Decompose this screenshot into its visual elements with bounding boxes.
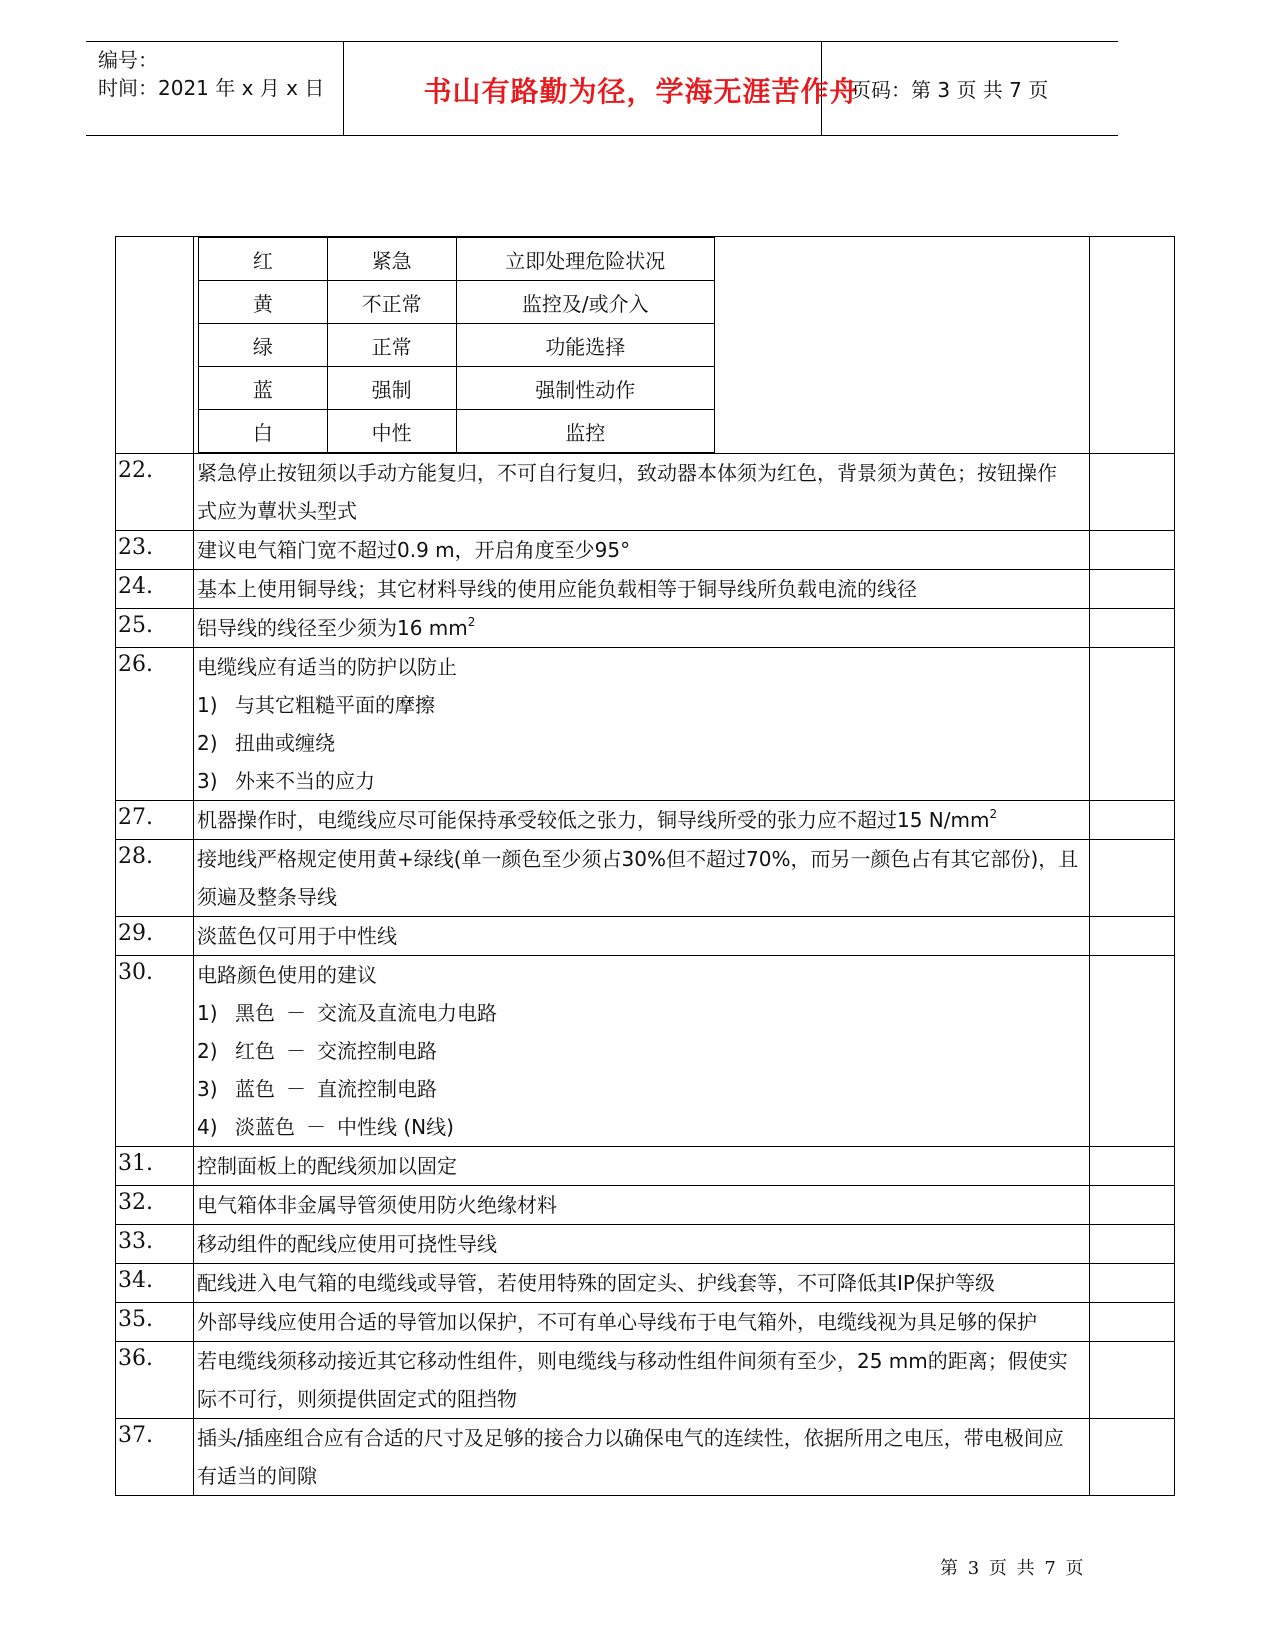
- check-cell: [1090, 801, 1175, 840]
- table-row: [116, 1303, 1175, 1342]
- content-line: 紧急停止按钮须以手动方能复归，不可自行复归，致动器本体须为红色，背景须为黄色；按钮操作: [197, 461, 1057, 485]
- item-content: [194, 454, 1090, 531]
- header-motto: 书山有路勤为径，学海无涯苦作舟: [423, 75, 859, 108]
- item-number: 25.: [116, 609, 194, 648]
- content-line: 式应为蕈状头型式: [197, 499, 357, 523]
- list-index: 1): [197, 693, 218, 717]
- color-row: [199, 410, 715, 453]
- item-number: 26.: [116, 648, 194, 801]
- check-cell: [1090, 956, 1175, 1147]
- content-line: 基本上使用铜导线；其它材料导线的使用应能负载相等于铜导线所负载电流的线径: [197, 577, 917, 601]
- item-number: 29.: [116, 917, 194, 956]
- check-cell: [1090, 531, 1175, 570]
- color-color-cell: 绿: [199, 324, 328, 367]
- item-number: 37.: [116, 1419, 194, 1496]
- content-line: 接地线严格规定使用黄+绿线(单一颜色至少须占30%但不超过70%，而另一颜色占有其它部份)，且: [197, 847, 1079, 871]
- dash: －: [286, 1039, 306, 1063]
- list-item: [197, 1032, 1089, 1070]
- wire-color: 淡蓝色: [235, 1115, 295, 1139]
- color-color-cell: 红: [199, 238, 328, 281]
- list-item: [197, 724, 1089, 762]
- item-content: [194, 531, 1090, 570]
- color-color-cell: 黄: [199, 281, 328, 324]
- content-line: 外部导线应使用合适的导管加以保护，不可有单心导线布于电气箱外，电缆线视为具足够的保护: [197, 1310, 1037, 1334]
- item-number: 27.: [116, 801, 194, 840]
- list-index: 4): [197, 1115, 218, 1139]
- header-page-label: 页码：第 3 页 共 7 页: [851, 78, 1049, 102]
- list-index: 2): [197, 731, 218, 755]
- content-line: 插头/插座组合应有合适的尺寸及足够的接合力以确保电气的连续性，依据所用之电压，带电极间应: [197, 1426, 1064, 1450]
- color-color-cell: 蓝: [199, 367, 328, 410]
- table-row: [116, 1264, 1175, 1303]
- item-number: 22.: [116, 454, 194, 531]
- color-row: [199, 367, 715, 410]
- item-number: 32.: [116, 1186, 194, 1225]
- check-cell: [1090, 1303, 1175, 1342]
- color-color-cell: 白: [199, 410, 328, 453]
- list-text: 与其它粗糙平面的摩擦: [235, 693, 435, 717]
- content-line: 电气箱体非金属导管须使用防火绝缘材料: [197, 1193, 557, 1217]
- table-row: [116, 801, 1175, 840]
- color-meaning-cell: 强制: [327, 367, 456, 410]
- check-cell: [1090, 570, 1175, 609]
- color-meaning-cell: 中性: [327, 410, 456, 453]
- item-content: [194, 609, 1090, 648]
- content-line: 配线进入电气箱的电缆线或导管，若使用特殊的固定头、护线套等，不可降低其IP保护等级: [197, 1271, 995, 1295]
- content-text: 铝导线的线径至少须为16 mm: [197, 616, 468, 640]
- color-action-cell: 监控: [456, 410, 715, 453]
- item-content: [194, 1147, 1090, 1186]
- list-text: 扭曲或缠绕: [235, 731, 335, 755]
- content-line: 际不可行，则须提供固定式的阻挡物: [197, 1387, 517, 1411]
- item-content: [194, 570, 1090, 609]
- content-line: [197, 801, 1089, 839]
- table-row: [116, 648, 1175, 801]
- check-cell: [1090, 237, 1175, 454]
- item-number: 30.: [116, 956, 194, 1147]
- item-number: 36.: [116, 1342, 194, 1419]
- table-row: [116, 1419, 1175, 1496]
- item-content: [194, 648, 1090, 801]
- code-label: 编号：: [98, 48, 158, 72]
- item-number: 24.: [116, 570, 194, 609]
- content-line: 淡蓝色仅可用于中性线: [197, 924, 397, 948]
- item-content: [194, 1225, 1090, 1264]
- table-row: [116, 1225, 1175, 1264]
- wire-color: 蓝色: [235, 1077, 275, 1101]
- table-row: [116, 454, 1175, 531]
- dash: －: [286, 1077, 306, 1101]
- dash: －: [306, 1115, 326, 1139]
- list-text: 外来不当的应力: [235, 769, 375, 793]
- list-item: [197, 686, 1089, 724]
- color-meaning-cell: 正常: [327, 324, 456, 367]
- item-content: [194, 1264, 1090, 1303]
- content-line: 若电缆线须移动接近其它移动性组件，则电缆线与移动性组件间须有至少，25 mm的距离；假使实: [197, 1349, 1068, 1373]
- check-cell: [1090, 1264, 1175, 1303]
- checklist-table: [115, 236, 1175, 1496]
- content-text: 机器操作时，电缆线应尽可能保持承受较低之张力，铜导线所受的张力应不超过15 N/mm: [197, 808, 990, 832]
- superscript: 2: [467, 615, 476, 629]
- item-content: [194, 801, 1090, 840]
- color-table-row: [116, 237, 1175, 454]
- content-line: 建议电气箱门宽不超过0.9 m，开启角度至少95°: [197, 538, 631, 562]
- color-meaning-table: [198, 237, 715, 453]
- circuit-type: 交流控制电路: [317, 1039, 437, 1063]
- color-row: [199, 281, 715, 324]
- check-cell: [1090, 609, 1175, 648]
- table-row: [116, 531, 1175, 570]
- check-cell: [1090, 840, 1175, 917]
- item-content: [194, 1419, 1090, 1496]
- item-number: 23.: [116, 531, 194, 570]
- table-row: [116, 1342, 1175, 1419]
- check-cell: [1090, 1342, 1175, 1419]
- header-divider: [343, 42, 344, 135]
- color-meaning-cell: 紧急: [327, 238, 456, 281]
- wire-color: 黑色: [235, 1001, 275, 1025]
- item-content: [194, 956, 1090, 1147]
- list-item: [197, 1070, 1089, 1108]
- color-action-cell: 功能选择: [456, 324, 715, 367]
- check-cell: [1090, 917, 1175, 956]
- color-row: [199, 324, 715, 367]
- item-content: [194, 917, 1090, 956]
- table-row: [116, 609, 1175, 648]
- page-footer: 第 3 页 共 7 页: [940, 1558, 1086, 1579]
- color-row: [199, 238, 715, 281]
- content-line: 移动组件的配线应使用可挠性导线: [197, 1232, 497, 1256]
- item-content: [194, 1342, 1090, 1419]
- time-label: 时间：2021 年 x 月 x 日: [98, 76, 325, 100]
- circuit-type: 直流控制电路: [317, 1077, 437, 1101]
- check-cell: [1090, 1225, 1175, 1264]
- color-action-cell: 强制性动作: [456, 367, 715, 410]
- list-item: [197, 994, 1089, 1032]
- circuit-type: 交流及直流电力电路: [317, 1001, 497, 1025]
- check-cell: [1090, 454, 1175, 531]
- list-index: 1): [197, 1001, 218, 1025]
- list-index: 2): [197, 1039, 218, 1063]
- color-action-cell: 监控及/或介入: [456, 281, 715, 324]
- check-cell: [1090, 1147, 1175, 1186]
- content-line: 控制面板上的配线须加以固定: [197, 1154, 457, 1178]
- circuit-type: 中性线 (N线): [337, 1115, 454, 1139]
- page-header: [86, 41, 1118, 136]
- check-cell: [1090, 648, 1175, 801]
- item-content: [194, 1186, 1090, 1225]
- list-item: [197, 762, 1089, 800]
- check-cell: [1090, 1186, 1175, 1225]
- header-meta: [98, 46, 324, 102]
- list-index: 3): [197, 1077, 218, 1101]
- item-number: 34.: [116, 1264, 194, 1303]
- superscript: 2: [989, 807, 998, 821]
- table-row: [116, 956, 1175, 1147]
- wire-color: 红色: [235, 1039, 275, 1063]
- content-line: 有适当的间隙: [197, 1464, 317, 1488]
- item-content: [194, 840, 1090, 917]
- table-row: [116, 1186, 1175, 1225]
- item-number: 35.: [116, 1303, 194, 1342]
- item-content: [194, 1303, 1090, 1342]
- content-line: 须遍及整条导线: [197, 885, 337, 909]
- check-cell: [1090, 1419, 1175, 1496]
- item-number: 33.: [116, 1225, 194, 1264]
- color-action-cell: 立即处理危险状况: [456, 238, 715, 281]
- dash: －: [286, 1001, 306, 1025]
- content-line: 电路颜色使用的建议: [197, 963, 377, 987]
- item-number: 31.: [116, 1147, 194, 1186]
- list-index: 3): [197, 769, 218, 793]
- table-row: [116, 1147, 1175, 1186]
- item-number: 28.: [116, 840, 194, 917]
- list-item: [197, 1108, 1089, 1146]
- table-row: [116, 840, 1175, 917]
- content-line: 电缆线应有适当的防护以防止: [197, 655, 457, 679]
- table-row: [116, 917, 1175, 956]
- content-line: [197, 609, 1089, 647]
- table-row: [116, 570, 1175, 609]
- color-meaning-cell: 不正常: [327, 281, 456, 324]
